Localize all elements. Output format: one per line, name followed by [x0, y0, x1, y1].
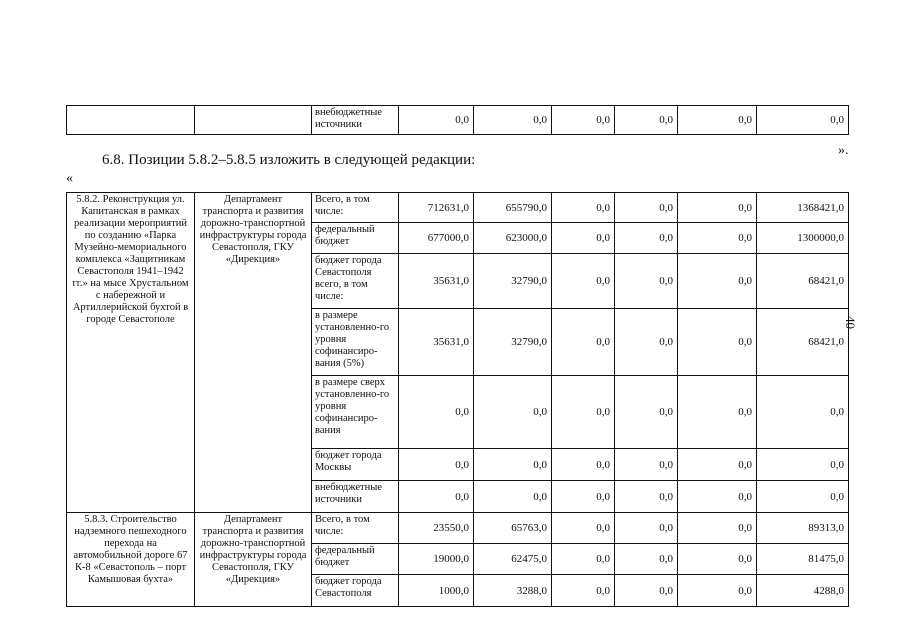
value-cell: 0,0 [399, 449, 474, 481]
section-heading: 6.8. Позиции 5.8.2–5.8.5 изложить в следующей редакции: [102, 152, 476, 168]
value-cell: 3288,0 [474, 575, 552, 607]
opening-quote: « [66, 171, 73, 186]
executor-cell: Департамент транспорта и развития дорожно-транспортной инфраструктуры города Севастополя, ГКУ «Дирекция» [195, 513, 312, 607]
value-cell: 0,0 [615, 254, 678, 309]
value-cell: 0,0 [474, 106, 552, 135]
closing-quote: ». [838, 143, 849, 158]
value-cell: 1300000,0 [757, 223, 849, 254]
value-cell: 655790,0 [474, 193, 552, 223]
program-name-cell: 5.8.2. Реконструкция ул. Капитанская в рамках реализации мероприятий по созданию «Парка Музейно-мемориального комплекса «Защитникам Севастополя 1941–1942 гг.» на мысе Хрустальном с набережной и Артиллерийской бухтой в городе Севастополе [67, 193, 195, 513]
value-cell: 0,0 [678, 309, 757, 376]
value-cell: 0,0 [552, 513, 615, 544]
value-cell: 0,0 [615, 575, 678, 607]
value-cell: 0,0 [474, 449, 552, 481]
executor-cell: Департамент транспорта и развития дорожно-транспортной инфраструктуры города Севастополя, ГКУ «Дирекция» [195, 193, 312, 513]
value-cell: 0,0 [615, 106, 678, 135]
table-row [67, 193, 849, 223]
value-cell: 23550,0 [399, 513, 474, 544]
value-cell: 89313,0 [757, 513, 849, 544]
value-cell: 35631,0 [399, 254, 474, 309]
value-cell: 712631,0 [399, 193, 474, 223]
value-cell: 81475,0 [757, 544, 849, 575]
value-cell: 0,0 [615, 309, 678, 376]
value-cell: 32790,0 [474, 309, 552, 376]
source-cell: федеральный бюджет [312, 223, 399, 254]
source-cell: Всего, в том числе: [312, 193, 399, 223]
value-cell: 65763,0 [474, 513, 552, 544]
executor-cell [195, 106, 312, 135]
value-cell: 1000,0 [399, 575, 474, 607]
value-cell: 1368421,0 [757, 193, 849, 223]
value-cell: 0,0 [678, 376, 757, 449]
value-cell: 0,0 [615, 513, 678, 544]
value-cell: 0,0 [615, 449, 678, 481]
value-cell: 0,0 [399, 481, 474, 513]
source-cell: внебюджетные источники [312, 481, 399, 513]
value-cell: 0,0 [552, 223, 615, 254]
value-cell: 0,0 [552, 106, 615, 135]
value-cell: 0,0 [552, 193, 615, 223]
value-cell: 623000,0 [474, 223, 552, 254]
value-cell: 677000,0 [399, 223, 474, 254]
value-cell: 0,0 [552, 309, 615, 376]
previous-table-fragment [66, 105, 849, 135]
value-cell: 0,0 [678, 575, 757, 607]
source-cell: бюджет города Москвы [312, 449, 399, 481]
page-number: 40 [843, 316, 858, 329]
value-cell: 0,0 [399, 106, 474, 135]
value-cell: 0,0 [757, 449, 849, 481]
value-cell: 0,0 [615, 481, 678, 513]
source-cell: в размере сверх установленно-го уровня софинансиро-вания [312, 376, 399, 449]
table-row [67, 106, 849, 135]
value-cell: 0,0 [552, 575, 615, 607]
value-cell: 0,0 [552, 544, 615, 575]
value-cell: 0,0 [757, 106, 849, 135]
value-cell: 0,0 [399, 376, 474, 449]
value-cell: 19000,0 [399, 544, 474, 575]
value-cell: 0,0 [678, 481, 757, 513]
value-cell: 0,0 [678, 254, 757, 309]
financing-table [66, 192, 849, 607]
value-cell: 68421,0 [757, 254, 849, 309]
source-cell: в размере установленно-го уровня софинансиро-вания (5%) [312, 309, 399, 376]
value-cell: 0,0 [615, 544, 678, 575]
table-row [67, 513, 849, 544]
value-cell: 62475,0 [474, 544, 552, 575]
value-cell: 0,0 [678, 544, 757, 575]
value-cell: 0,0 [615, 193, 678, 223]
value-cell: 0,0 [757, 376, 849, 449]
value-cell: 0,0 [678, 193, 757, 223]
value-cell: 0,0 [552, 376, 615, 449]
value-cell: 0,0 [678, 513, 757, 544]
program-name-cell: 5.8.3. Строительство надземного пешеходного перехода на автомобильной дороге 67 К-8 «Севастополь – порт Камышовая бухта» [67, 513, 195, 607]
value-cell: 32790,0 [474, 254, 552, 309]
value-cell: 0,0 [474, 376, 552, 449]
value-cell: 0,0 [678, 106, 757, 135]
program-cell [67, 106, 195, 135]
value-cell: 35631,0 [399, 309, 474, 376]
value-cell: 0,0 [474, 481, 552, 513]
source-cell: бюджет города Севастополя всего, в том числе: [312, 254, 399, 309]
source-cell: федеральный бюджет [312, 544, 399, 575]
value-cell: 68421,0 [757, 309, 849, 376]
value-cell: 0,0 [552, 254, 615, 309]
source-cell: внебюджетные источники [312, 106, 399, 135]
value-cell: 0,0 [552, 481, 615, 513]
value-cell: 4288,0 [757, 575, 849, 607]
value-cell: 0,0 [678, 223, 757, 254]
value-cell: 0,0 [678, 449, 757, 481]
value-cell: 0,0 [757, 481, 849, 513]
value-cell: 0,0 [552, 449, 615, 481]
source-cell: Всего, в том числе: [312, 513, 399, 544]
value-cell: 0,0 [615, 376, 678, 449]
value-cell: 0,0 [615, 223, 678, 254]
source-cell: бюджет города Севастополя [312, 575, 399, 607]
